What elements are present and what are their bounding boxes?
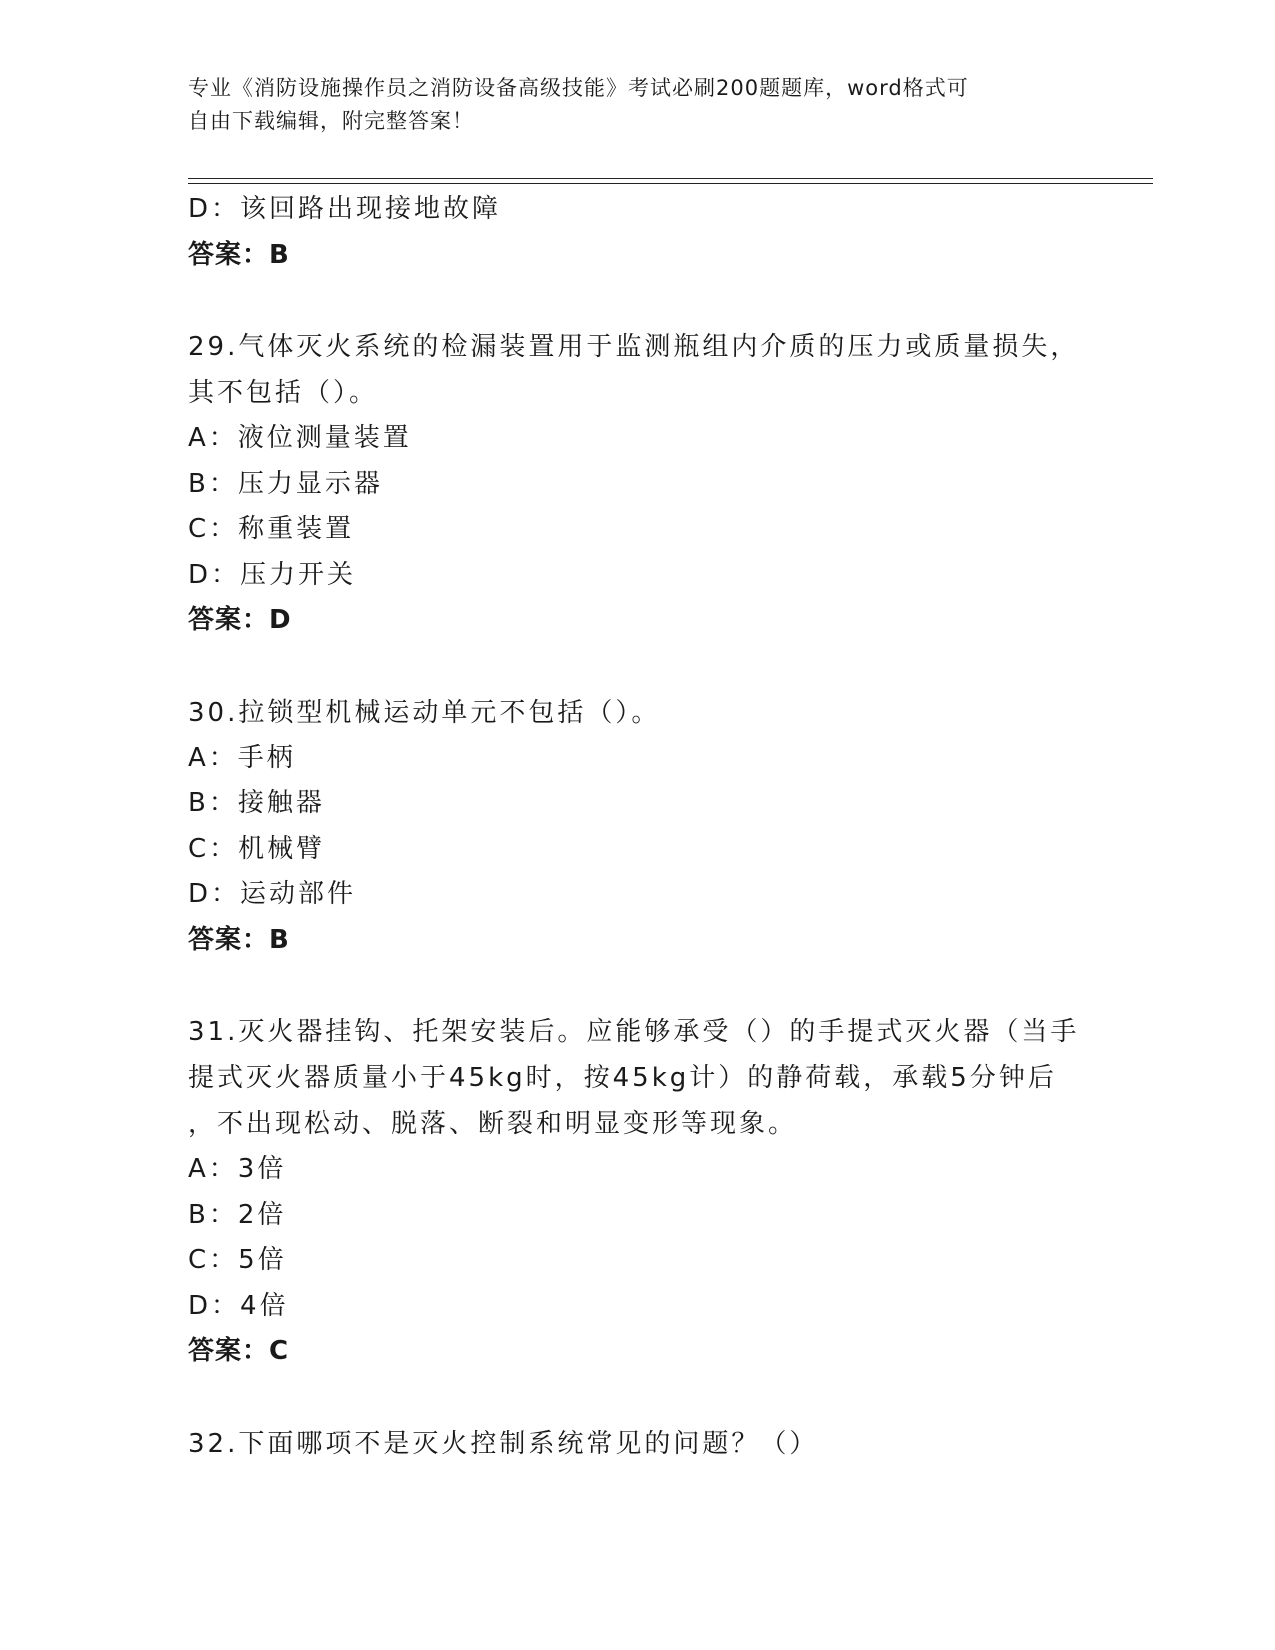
header-line-2: 自由下载编辑，附完整答案！ <box>188 109 474 133</box>
question-32 <box>188 1421 1088 1467</box>
option-c: C：称重装置 <box>188 514 355 544</box>
spacer <box>188 644 1088 690</box>
q28-option-d: D：该回路出现接地故障 <box>188 194 502 224</box>
document-header <box>188 72 1088 138</box>
question-list <box>188 187 1088 1467</box>
question-text: 其不包括（）。 <box>188 378 379 408</box>
question-text: ，不出现松动、脱落、断裂和明显变形等现象。 <box>188 1109 798 1139</box>
option-c: C：机械臂 <box>188 833 326 864</box>
header-line-1: 专业《消防设施操作员之消防设备高级技能》考试必刷200题题库，word格式可 <box>188 76 969 100</box>
option-b: B：接触器 <box>188 788 325 818</box>
option-a: A：3倍 <box>188 1154 287 1184</box>
header-rule-bottom <box>188 183 1153 184</box>
question-text: 29.气体灭火系统的检漏装置用于监测瓶组内介质的压力或质量损失， <box>188 332 1080 362</box>
question-30 <box>188 690 1088 964</box>
answer: 答案：B <box>188 924 290 955</box>
header-rule-top <box>188 178 1153 179</box>
spacer <box>188 963 1088 1009</box>
option-b: B：压力显示器 <box>188 468 383 499</box>
option-c: C：5倍 <box>188 1245 287 1275</box>
spacer <box>188 278 1088 324</box>
question-text: 31.灭火器挂钩、托架安装后。应能够承受（）的手提式灭火器（当手 <box>188 1017 1080 1047</box>
option-d: D：4倍 <box>188 1290 289 1321</box>
option-a: A：手柄 <box>188 742 296 773</box>
option-b: B：2倍 <box>188 1199 287 1230</box>
answer: 答案：C <box>188 1336 290 1366</box>
option-d: D：运动部件 <box>188 879 357 909</box>
question-text: 30.拉锁型机械运动单元不包括（）。 <box>188 697 661 728</box>
question-text: 提式灭火器质量小于45kg时，按45kg计）的静荷载，承载5分钟后 <box>188 1063 1057 1093</box>
question-29 <box>188 324 1088 644</box>
option-a: A：液位测量装置 <box>188 423 412 453</box>
answer: 答案：D <box>188 605 292 635</box>
question-31 <box>188 1009 1088 1375</box>
question-text: 32.下面哪项不是灭火控制系统常见的问题？（） <box>188 1428 819 1459</box>
option-d: D：压力开关 <box>188 559 357 590</box>
q28-answer: 答案：B <box>188 239 290 270</box>
spacer <box>188 1375 1088 1421</box>
